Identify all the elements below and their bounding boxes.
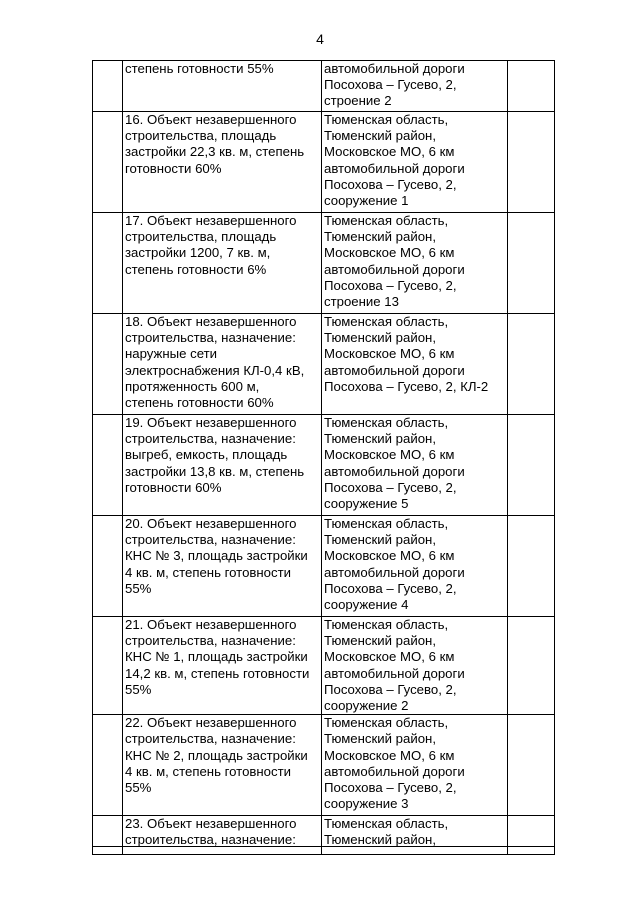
- object-description-cell: 22. Объект незавершенного строительства, назначение: КНС № 2, площадь застройки 4 кв. м, степень готовности 55%: [123, 715, 322, 816]
- extra-cell: [508, 617, 555, 715]
- object-description-cell: 18. Объект незавершенного строительства, назначение: наружные сети электроснабжения КЛ-0,4 кВ, протяженность 600 м, степень готовности 60%: [123, 314, 322, 415]
- row-number-cell: [93, 816, 123, 855]
- object-address-cell: Тюменская область, Тюменский район, Московское МО, 6 км автомобильной дороги Посохова – Гусево, 2, сооружение 3: [322, 715, 508, 816]
- extra-cell: [508, 314, 555, 415]
- extra-cell: [508, 415, 555, 516]
- object-description-cell: 17. Объект незавершенного строительства, площадь застройки 1200, 7 кв. м, степень готовности 6%: [123, 213, 322, 314]
- row-number-cell: [93, 314, 123, 415]
- extra-cell: [508, 112, 555, 213]
- object-address-cell: Тюменская область, Тюменский район, Московское МО, 6 км автомобильной дороги Посохова – Гусево, 2, КЛ-2: [322, 314, 508, 415]
- extra-cell: [508, 516, 555, 617]
- object-address-cell: Тюменская область, Тюменский район, Московское МО, 6 км автомобильной дороги Посохова – Гусево, 2, сооружение 1: [322, 112, 508, 213]
- extra-cell: [508, 816, 555, 855]
- object-description-cell: 23. Объект незавершенного строительства, назначение:: [123, 816, 322, 855]
- row-number-cell: [93, 415, 123, 516]
- row-number-cell: [93, 617, 123, 715]
- extra-cell: [508, 715, 555, 816]
- page-number: 4: [316, 31, 324, 47]
- table-row: [93, 112, 555, 213]
- table-row: [93, 415, 555, 516]
- row-number-cell: [93, 516, 123, 617]
- extra-cell: [508, 61, 555, 112]
- object-address-cell: Тюменская область, Тюменский район, Московское МО, 6 км автомобильной дороги Посохова – Гусево, 2, сооружение 2: [322, 617, 508, 715]
- table-row: [93, 715, 555, 816]
- object-address-cell: Тюменская область, Тюменский район, Московское МО, 6 км автомобильной дороги Посохова – Гусево, 2, сооружение 5: [322, 415, 508, 516]
- object-description-cell: степень готовности 55%: [123, 61, 322, 112]
- row-number-cell: [93, 112, 123, 213]
- object-description-cell: 19. Объект незавершенного строительства, назначение: выгреб, емкость, площадь застройки 13,8 кв. м, степень готовности 60%: [123, 415, 322, 516]
- table-row: [93, 816, 555, 855]
- extra-cell: [508, 213, 555, 314]
- table-body: [93, 61, 555, 855]
- table-row: [93, 213, 555, 314]
- object-address-cell: Тюменская область, Тюменский район,: [322, 816, 508, 855]
- row-number-cell: [93, 61, 123, 112]
- property-table: [92, 60, 555, 855]
- object-address-cell: Тюменская область, Тюменский район, Московское МО, 6 км автомобильной дороги Посохова – Гусево, 2, строение 13: [322, 213, 508, 314]
- row-number-cell: [93, 715, 123, 816]
- object-description-cell: 20. Объект незавершенного строительства, назначение: КНС № 3, площадь застройки 4 кв. м, степень готовности 55%: [123, 516, 322, 617]
- row-number-cell: [93, 213, 123, 314]
- table-bottom-edge: [92, 846, 554, 847]
- table-row: [93, 617, 555, 715]
- object-address-cell: Тюменская область, Тюменский район, Московское МО, 6 км автомобильной дороги Посохова – Гусево, 2, сооружение 4: [322, 516, 508, 617]
- table-row: [93, 314, 555, 415]
- object-description-cell: 21. Объект незавершенного строительства, назначение: КНС № 1, площадь застройки 14,2 кв. м, степень готовности 55%: [123, 617, 322, 715]
- table-row: [93, 516, 555, 617]
- object-description-cell: 16. Объект незавершенного строительства, площадь застройки 22,3 кв. м, степень готовности 60%: [123, 112, 322, 213]
- object-address-cell: автомобильной дороги Посохова – Гусево, 2, строение 2: [322, 61, 508, 112]
- table-row: [93, 61, 555, 112]
